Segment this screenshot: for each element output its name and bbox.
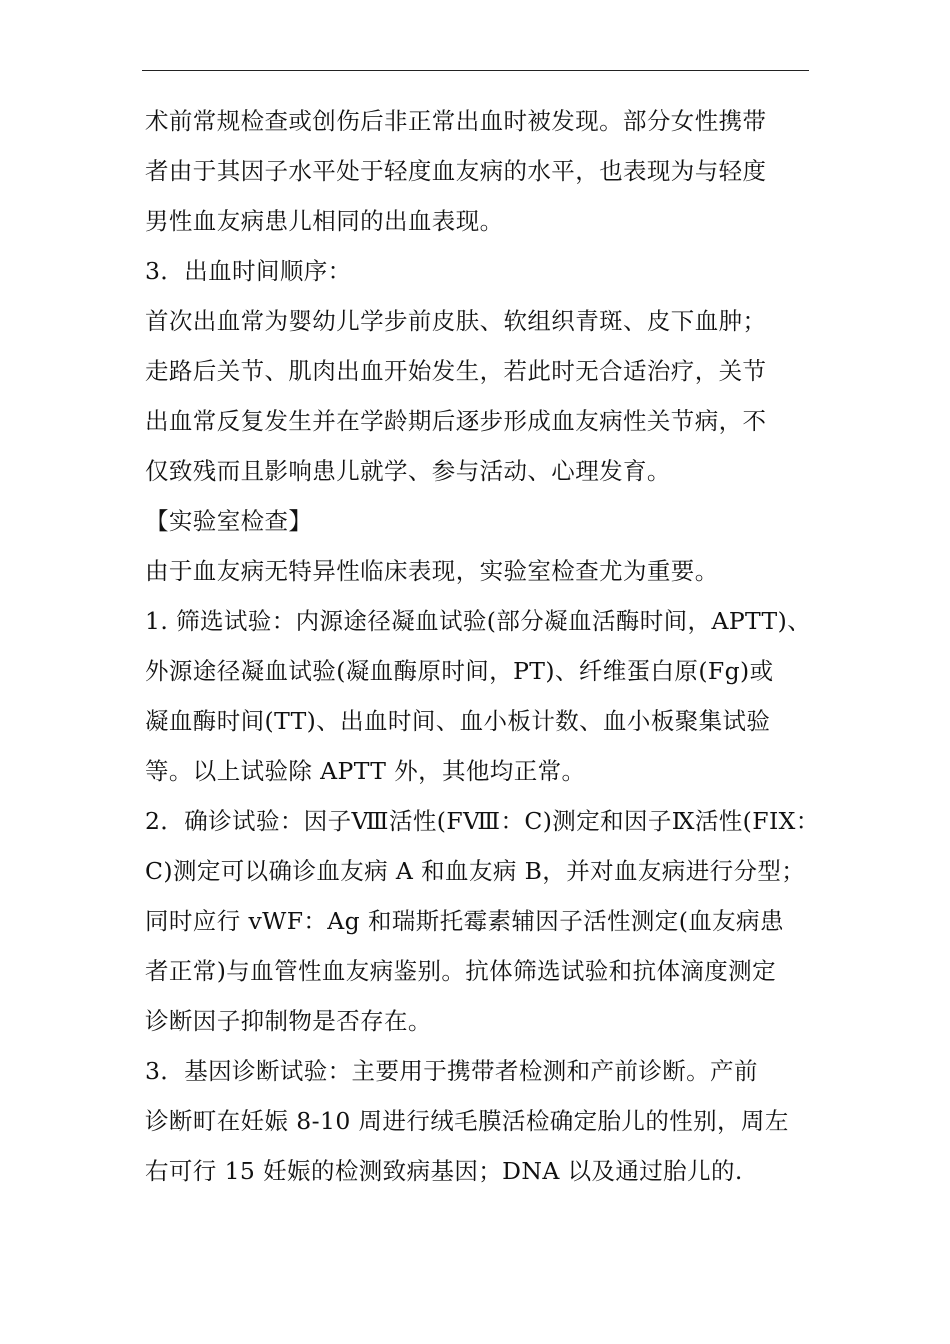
item-screening-tests: 1. 筛选试验：内源途径凝血试验(部分凝血活酶时间，APTT)、: [145, 607, 812, 635]
text-line-18: 者正常)与血管性血友病鉴别。抗体筛选试验和抗体滴度测定: [145, 957, 776, 985]
text-line-8: 仅致残而且影响患儿就学、参与活动、心理发育。: [145, 457, 671, 485]
text-line-7: 出血常反复发生并在学龄期后逐步形成血友病性关节病，不: [145, 407, 767, 435]
text-line-3: 男性血友病患儿相同的出血表现。: [145, 207, 504, 235]
text-line-12: 外源途径凝血试验(凝血酶原时间，PT)、纤维蛋白原(Fg)或: [145, 657, 774, 685]
text-line-16: C)测定可以确诊血友病 A 和血友病 B，并对血友病进行分型；: [145, 857, 806, 885]
text-line-13: 凝血酶时间(TT)、出血时间、血小板计数、血小板聚集试验: [145, 707, 771, 735]
text-line-21: 诊断町在妊娠 8-10 周进行绒毛膜活检确定胎儿的性别，周左: [145, 1107, 789, 1135]
header-rule: [142, 70, 809, 71]
text-line-6: 走路后关节、肌肉出血开始发生，若此时无合适治疗，关节: [145, 357, 767, 385]
section-heading-bleeding-time-order: 3．出血时间顺序：: [145, 257, 352, 285]
text-line-14: 等。以上试验除 APTT 外，其他均正常。: [145, 757, 586, 785]
text-line-1: 术前常规检查或创伤后非正常出血时被发现。部分女性携带: [145, 107, 767, 135]
text-line-5: 首次出血常为婴幼儿学步前皮肤、软组织青斑、皮下血肿；: [145, 307, 767, 335]
text-line-19: 诊断因子抑制物是否存在。: [145, 1007, 432, 1035]
document-body: [145, 96, 820, 1196]
item-genetic-diagnosis: 3．基因诊断试验：主要用于携带者检测和产前诊断。产前: [145, 1057, 758, 1085]
text-line-22: 右可行 15 妊娠的检测致病基因；DNA 以及通过胎儿的.: [145, 1157, 743, 1185]
text-line-2: 者由于其因子水平处于轻度血友病的水平，也表现为与轻度: [145, 157, 767, 185]
text-line-10: 由于血友病无特异性临床表现，实验室检查尤为重要。: [145, 557, 719, 585]
text-line-17: 同时应行 vWF：Ag 和瑞斯托霉素辅因子活性测定(血友病患: [145, 907, 784, 935]
item-confirmatory-tests: 2．确诊试验：因子Ⅷ活性(FⅧ：C)测定和因子Ⅸ活性(FIX：: [145, 807, 820, 835]
section-heading-lab-tests: 【实验室检查】: [145, 507, 313, 535]
